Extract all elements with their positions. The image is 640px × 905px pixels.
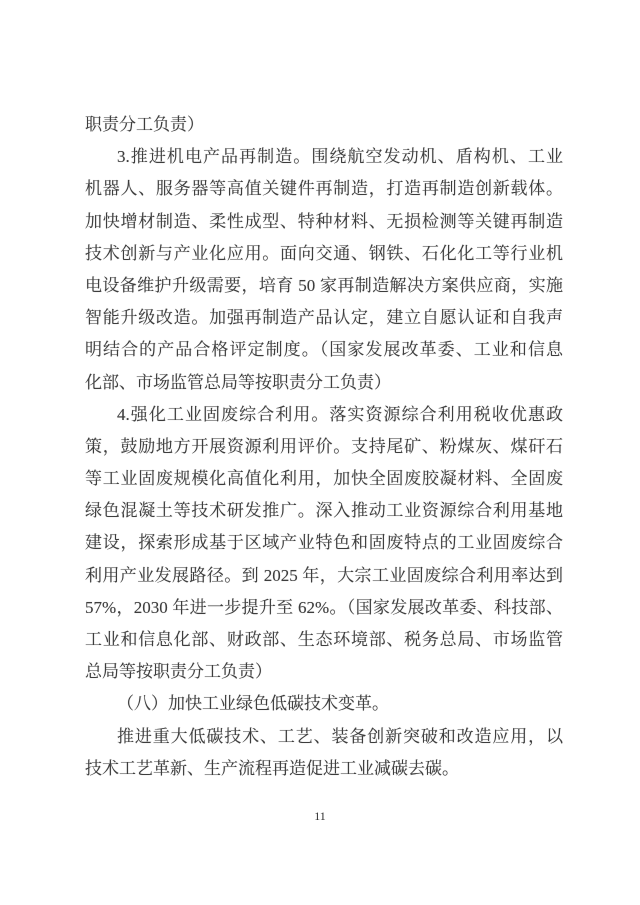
text-line: 明结合的产品合格评定制度。（国家发展改革委、工业和信息: [85, 340, 563, 360]
text-line: 利用产业发展路径。到 2025 年，大宗工业固废综合利用率达到: [85, 565, 563, 585]
text-line: 建设，探索形成基于区域产业特色和固废特点的工业固废综合: [85, 533, 563, 553]
text-line: 机器人、服务器等高值关键件再制造，打造再制造创新载体。: [85, 179, 563, 199]
document-text: [85, 109, 563, 785]
text-line: 57%，2030 年进一步提升至 62%。（国家发展改革委、科技部、: [85, 597, 563, 617]
text-line: 化部、市场监管总局等按职责分工负责）: [85, 372, 391, 392]
text-line: 加快增材制造、柔性成型、特种材料、无损检测等关键再制造: [85, 211, 563, 231]
page-number: 11: [314, 809, 326, 823]
section-heading: （八）加快工业绿色低碳技术变革。: [117, 694, 389, 714]
text-line: 工业和信息化部、财政部、生态环境部、税务总局、市场监管: [85, 630, 563, 649]
text-line: 总局等按职责分工负责）: [85, 662, 272, 682]
text-line: 技术创新与产业化应用。面向交通、钢铁、石化化工等行业机: [85, 243, 563, 263]
text-line: 技术工艺革新、生产流程再造促进工业减碳去碳。: [85, 758, 459, 778]
text-line: 电设备维护升级需要，培育 50 家再制造解决方案供应商，实施: [85, 275, 563, 295]
text-line: 智能升级改造。加强再制造产品认定，建立自愿认证和自我声: [85, 308, 563, 328]
text-line: 3.推进机电产品再制造。围绕航空发动机、盾构机、工业: [117, 147, 563, 167]
text-line: 4.强化工业固废综合利用。落实资源综合利用税收优惠政: [117, 404, 563, 424]
text-line: 绿色混凝土等技术研发推广。深入推动工业资源综合利用基地: [85, 501, 563, 521]
text-line: 等工业固废规模化高值化利用，加快全固废胶凝材料、全固废: [85, 469, 563, 489]
text-line: 策，鼓励地方开展资源利用评价。支持尾矿、粉煤灰、煤矸石: [85, 436, 563, 456]
text-line: 职责分工负责）: [85, 115, 204, 134]
text-line: 推进重大低碳技术、工艺、装备创新突破和改造应用，以: [117, 726, 563, 746]
